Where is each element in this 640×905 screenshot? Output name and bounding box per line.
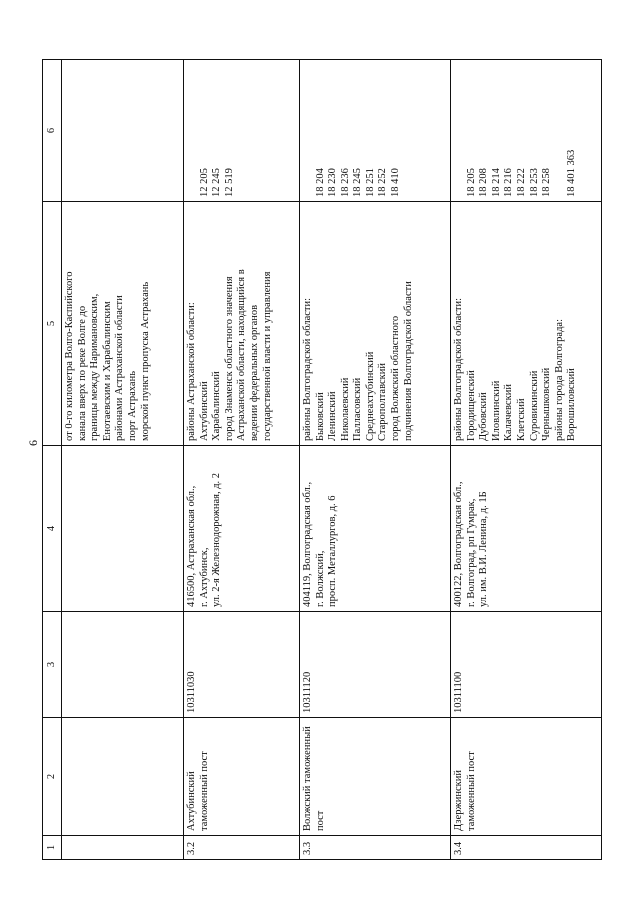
cell-address [62, 446, 184, 612]
cell-post-code: 10311120 [299, 612, 450, 718]
territory-line: Астраханской области, находящийся в [236, 269, 248, 441]
code-line: 18 214 [490, 168, 502, 197]
page-number: 6 [26, 440, 40, 446]
address-line: ул. 2-я Железнодорожная, д. 2 [211, 472, 223, 607]
code-line: 18 222 [515, 168, 527, 197]
table-row [450, 60, 601, 860]
code-line: 18 245 [352, 168, 364, 197]
territory-line: районы Волгоградской области: [452, 297, 464, 441]
address-line: г. Волгоград, рп Гумрак, [465, 498, 477, 607]
column-header-6: 6 [43, 60, 62, 202]
territory-line: Среднеахтубинский [364, 351, 376, 441]
cell-territory [184, 202, 300, 446]
cell-number: 3.2 [184, 836, 300, 860]
territory-line: Палласовский [352, 377, 364, 441]
code-line: 18 204 [314, 168, 326, 197]
territory-line: районами Астраханской области [114, 295, 126, 441]
cell-post-name: Ахтубинский таможенный пост [184, 718, 300, 836]
cell-number: 3.3 [299, 836, 450, 860]
code-line: 18 251 [364, 168, 376, 197]
territory-line: Дубовский [478, 392, 490, 441]
territory-line: районы Астраханской области: [186, 302, 198, 441]
cell-territory [299, 202, 450, 446]
territory-line: Быковский [314, 392, 326, 441]
cell-number [62, 836, 184, 860]
territory-line: город Знаменск областного значения [223, 276, 235, 441]
cell-codes [62, 60, 184, 202]
territory-line: Старополтавский [377, 363, 389, 441]
customs-territory-table [42, 60, 602, 860]
cell-post-code: 10311030 [184, 612, 300, 718]
code-line: 18 216 [503, 168, 515, 197]
cell-post-code: 10311100 [450, 612, 601, 718]
code-line [302, 64, 315, 197]
territory-line: от 0-го километра Волго-Каспийского [64, 271, 75, 441]
code-line [554, 64, 567, 197]
code-line: 18 208 [478, 168, 490, 197]
address-line: 404119, Волгоградская обл., [301, 481, 313, 607]
column-header-1: 1 [43, 836, 62, 860]
territory-line: Харабалинский [211, 371, 223, 441]
cell-territory [62, 202, 184, 446]
address-line: просп. Металлургов, д. 6 [327, 495, 339, 607]
column-header-2: 2 [43, 718, 62, 836]
territory-line: Николаевский [339, 377, 351, 441]
code-line: 18 236 [339, 168, 351, 197]
territory-line: государственной власти и управления [261, 271, 273, 441]
cell-codes [184, 60, 300, 202]
code-line: 12 245 [211, 168, 223, 197]
cell-address [184, 446, 300, 612]
table-body [62, 60, 602, 860]
table-row [184, 60, 300, 860]
territory-line: Иловлинский [490, 380, 502, 441]
code-line: 12 205 [198, 168, 210, 197]
cell-number: 3.4 [450, 836, 601, 860]
territory-line: Суровикинский [528, 370, 540, 441]
cell-post-code [62, 612, 184, 718]
column-header-3: 3 [43, 612, 62, 718]
address-line: г. Волжский, [314, 550, 326, 607]
territory-line: Енотаевским и Харабалинским [101, 301, 113, 441]
address-line: г. Ахтубинск, [198, 547, 210, 607]
territory-line: Калачевский [503, 384, 515, 441]
address-line: ул. им. В.И. Ленина, д. 1Б [478, 491, 490, 607]
territory-line: Чернышковский [541, 367, 553, 441]
code-line: 18 253 [528, 168, 540, 197]
column-header-4: 4 [43, 446, 62, 612]
cell-post-name: Дзержинский таможенный пост [450, 718, 601, 836]
address-line: 416500, Астраханская обл., [186, 485, 198, 607]
territory-line: границы между Наримановским, [89, 293, 101, 441]
code-line: 18 258 [541, 168, 553, 197]
territory-line: Ленинский [327, 391, 339, 441]
header-row [43, 60, 62, 860]
territory-line: Ворошиловский [566, 368, 578, 441]
table-row-continuation [62, 60, 184, 860]
territory-line: Клетский [515, 398, 527, 441]
code-line: 18 205 [465, 168, 477, 197]
code-line: 18 410 [390, 168, 402, 197]
cell-post-name [62, 718, 184, 836]
code-line [186, 64, 199, 197]
cell-address [450, 446, 601, 612]
territory-line: город Волжский областного [390, 315, 402, 441]
territory-line: порт Астрахань [126, 371, 138, 441]
territory-line: подчинения Волгоградской области [402, 281, 414, 441]
cell-territory [450, 202, 601, 446]
cell-address [299, 446, 450, 612]
address-line: 400122, Волгоградская обл., [452, 481, 464, 607]
code-line [453, 64, 466, 197]
code-line: 18 401 363 [566, 149, 578, 197]
territory-line: районы Волгоградской области: [301, 297, 313, 441]
cell-codes [299, 60, 450, 202]
table [42, 59, 602, 860]
cell-codes [450, 60, 601, 202]
code-line: 18 230 [327, 168, 339, 197]
cell-post-name: Волжский таможенный пост [299, 718, 450, 836]
territory-line: ведении федеральных органов [249, 304, 261, 441]
code-line: 18 252 [377, 168, 389, 197]
territory-line: канала вверх по реке Волге до [76, 305, 88, 441]
table-row [299, 60, 450, 860]
territory-line: районы города Волгограда: [553, 319, 565, 441]
territory-line: морской пункт пропуска Астрахань [139, 281, 151, 441]
column-header-5: 5 [43, 202, 62, 446]
territory-line: Ахтубинский [198, 381, 210, 441]
code-line: 12 519 [223, 168, 235, 197]
territory-line: Городищенский [465, 370, 477, 441]
